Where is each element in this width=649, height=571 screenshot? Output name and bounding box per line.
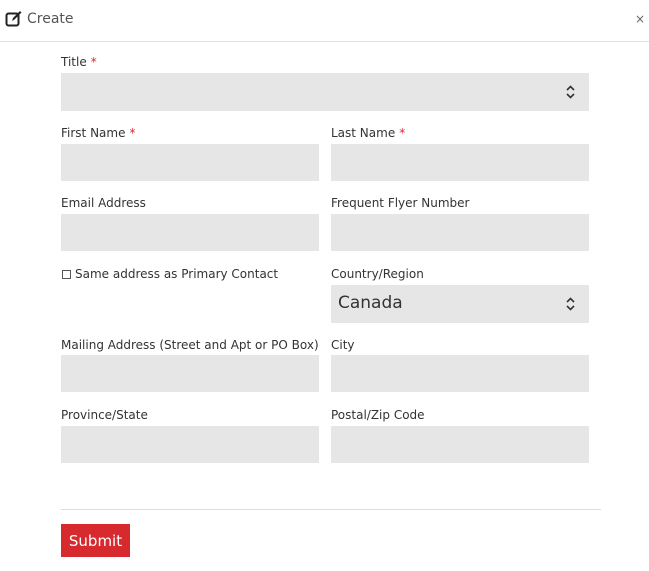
required-marker: * <box>90 55 97 69</box>
first-name-input[interactable] <box>61 144 319 181</box>
dialog-title: Create <box>27 11 74 27</box>
mailing-address-input[interactable] <box>61 355 319 392</box>
country-select[interactable] <box>331 285 589 323</box>
mailing-address-label: Mailing Address (Street and Apt or PO Box) <box>61 338 319 352</box>
required-marker: * <box>129 126 136 140</box>
frequent-flyer-label: Frequent Flyer Number <box>331 196 470 210</box>
frequent-flyer-input[interactable] <box>331 214 589 251</box>
title-label <box>61 55 97 69</box>
postal-code-input[interactable] <box>331 426 589 463</box>
province-label: Province/State <box>61 408 148 422</box>
form-divider <box>61 509 601 510</box>
first-name-label <box>61 126 135 140</box>
email-input[interactable] <box>61 214 319 251</box>
close-icon[interactable]: × <box>634 12 645 26</box>
city-label: City <box>331 338 355 352</box>
title-label-text: Title <box>61 55 87 69</box>
postal-code-label: Postal/Zip Code <box>331 408 425 422</box>
select-arrows-icon <box>566 85 575 99</box>
same-address-checkbox[interactable] <box>62 270 71 279</box>
country-label: Country/Region <box>331 267 424 281</box>
email-label: Email Address <box>61 196 146 210</box>
dialog-header <box>0 0 649 42</box>
edit-icon <box>5 10 22 27</box>
first-name-label-text: First Name <box>61 126 126 140</box>
required-marker: * <box>399 126 406 140</box>
submit-button[interactable]: Submit <box>61 524 130 557</box>
last-name-input[interactable] <box>331 144 589 181</box>
city-input[interactable] <box>331 355 589 392</box>
province-input[interactable] <box>61 426 319 463</box>
country-select-value: Canada <box>338 293 403 313</box>
last-name-label-text: Last Name <box>331 126 396 140</box>
last-name-label <box>331 126 405 140</box>
title-select[interactable] <box>61 73 589 111</box>
select-arrows-icon <box>566 297 575 311</box>
same-address-label: Same address as Primary Contact <box>75 267 279 281</box>
